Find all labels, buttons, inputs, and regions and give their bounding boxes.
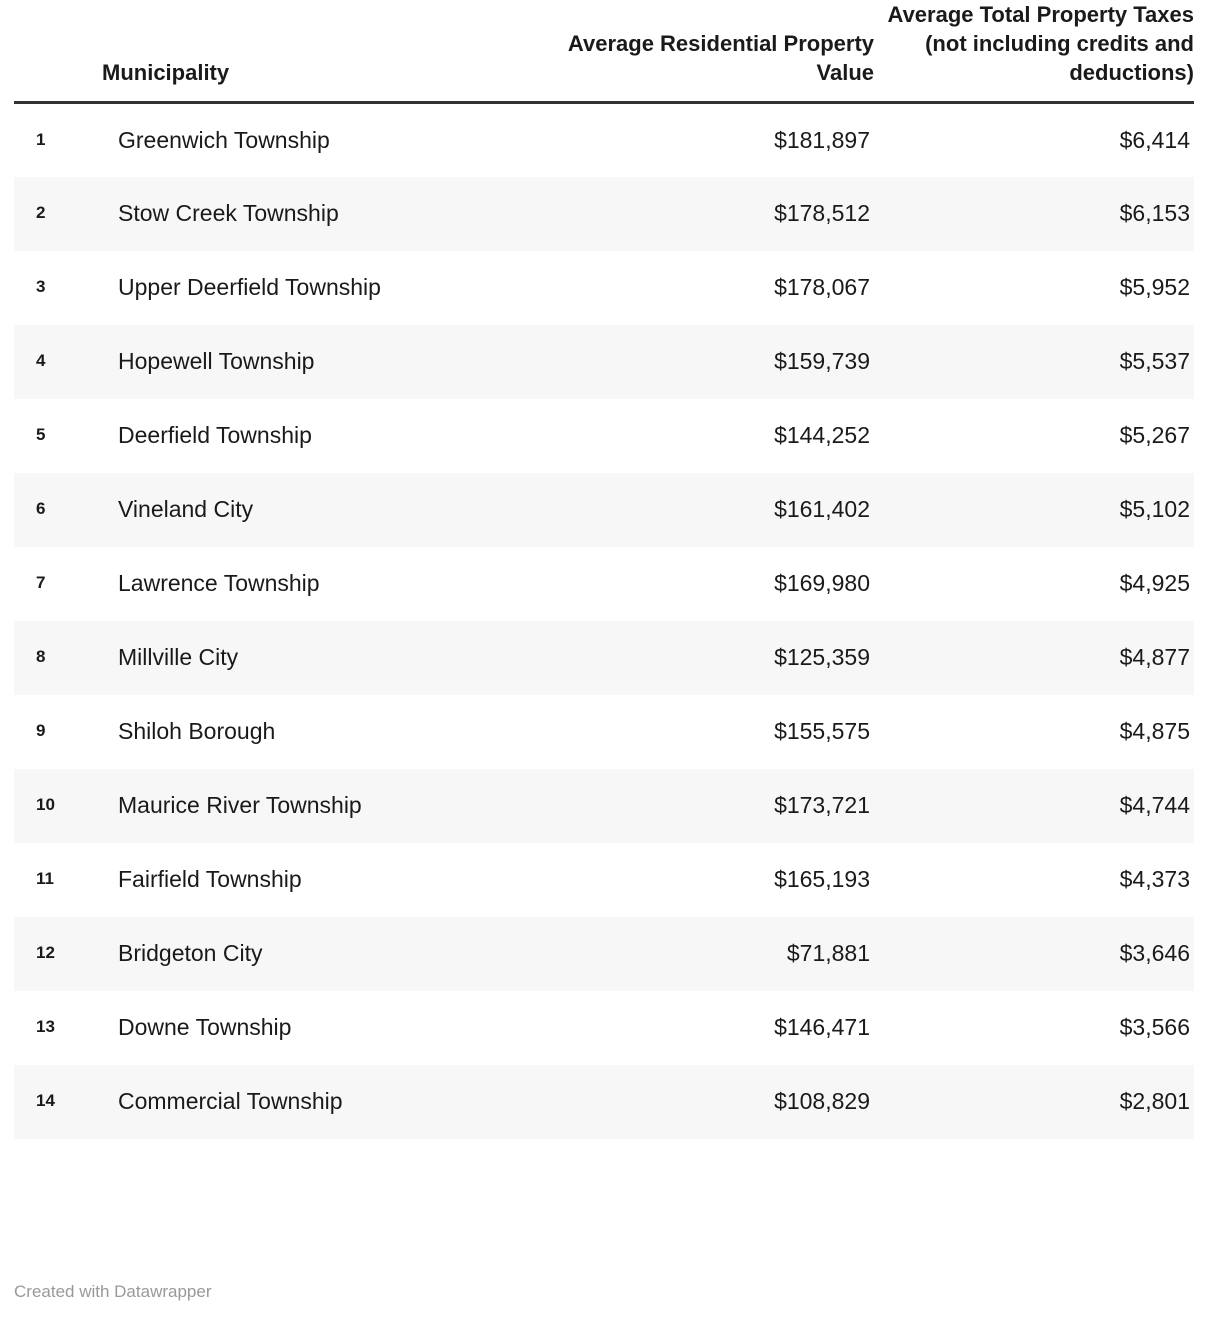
cell-average-residential-property-value: $71,881 — [786, 939, 870, 966]
cell-rank: 9 — [36, 721, 46, 741]
cell-average-residential-property-value: $144,252 — [774, 421, 870, 448]
table-row — [14, 621, 1194, 695]
cell-municipality: Hopewell Township — [118, 347, 315, 374]
table-header — [14, 0, 1194, 103]
cell-rank: 3 — [36, 277, 46, 297]
table-body — [14, 103, 1194, 1139]
cell-average-residential-property-value: $159,739 — [774, 347, 870, 374]
cell-rank: 7 — [36, 573, 46, 593]
table-row — [14, 399, 1194, 473]
column-header-average-total-property-taxes: Average Total Property Taxes (not including credits and deductions) — [874, 0, 1194, 103]
cell-average-residential-property-value: $181,897 — [774, 126, 870, 153]
table-row — [14, 325, 1194, 399]
cell-average-total-property-taxes: $2,801 — [1119, 1087, 1190, 1114]
table-row — [14, 547, 1194, 621]
cell-average-residential-property-value: $146,471 — [774, 1013, 870, 1040]
cell-rank: 11 — [36, 869, 54, 889]
cell-average-residential-property-value: $169,980 — [774, 569, 870, 596]
datawrapper-credit: Created with Datawrapper — [14, 1282, 212, 1301]
cell-average-total-property-taxes: $5,952 — [1119, 273, 1190, 300]
cell-rank: 5 — [36, 425, 46, 445]
cell-municipality: Millville City — [118, 643, 239, 670]
cell-municipality: Bridgeton City — [118, 939, 263, 966]
cell-average-total-property-taxes: $4,744 — [1119, 791, 1190, 818]
cell-average-total-property-taxes: $6,153 — [1119, 199, 1190, 226]
cell-average-total-property-taxes: $3,646 — [1119, 939, 1190, 966]
cell-average-total-property-taxes: $5,267 — [1119, 421, 1190, 448]
cell-average-residential-property-value: $155,575 — [774, 717, 870, 744]
cell-municipality: Greenwich Township — [118, 126, 330, 153]
table-row — [14, 251, 1194, 325]
cell-municipality: Shiloh Borough — [118, 717, 276, 744]
cell-average-total-property-taxes: $4,925 — [1119, 569, 1190, 596]
cell-rank: 4 — [36, 351, 46, 371]
cell-municipality: Fairfield Township — [118, 865, 302, 892]
cell-average-total-property-taxes: $4,373 — [1119, 865, 1190, 892]
cell-average-total-property-taxes: $5,102 — [1119, 495, 1190, 522]
cell-average-total-property-taxes: $5,537 — [1119, 347, 1190, 374]
table-row — [14, 695, 1194, 769]
cell-municipality: Downe Township — [118, 1013, 292, 1040]
cell-average-total-property-taxes: $4,875 — [1119, 717, 1190, 744]
cell-rank: 1 — [36, 130, 46, 150]
cell-average-residential-property-value: $178,512 — [774, 199, 870, 226]
cell-rank: 8 — [36, 647, 46, 667]
cell-municipality: Lawrence Township — [118, 569, 320, 596]
cell-rank: 12 — [36, 943, 55, 963]
column-header-average-residential-property-value: Average Residential Property Value — [522, 0, 874, 103]
cell-average-residential-property-value: $173,721 — [774, 791, 870, 818]
cell-rank: 2 — [36, 203, 46, 223]
cell-municipality: Deerfield Township — [118, 421, 312, 448]
table-row — [14, 991, 1194, 1065]
cell-average-residential-property-value: $125,359 — [774, 643, 870, 670]
cell-municipality: Upper Deerfield Township — [118, 273, 381, 300]
column-header-municipality: Municipality — [102, 0, 522, 103]
cell-average-residential-property-value: $165,193 — [774, 865, 870, 892]
cell-average-total-property-taxes: $6,414 — [1119, 126, 1190, 153]
table-row — [14, 1065, 1194, 1139]
table-row — [14, 103, 1194, 177]
property-tax-table — [14, 0, 1194, 1139]
table-row — [14, 917, 1194, 991]
cell-average-residential-property-value: $161,402 — [774, 495, 870, 522]
table-row — [14, 843, 1194, 917]
cell-average-residential-property-value: $178,067 — [774, 273, 870, 300]
cell-rank: 14 — [36, 1091, 55, 1111]
cell-rank: 10 — [36, 795, 55, 815]
table-row — [14, 177, 1194, 251]
cell-rank: 13 — [36, 1017, 55, 1037]
table-row — [14, 473, 1194, 547]
cell-average-total-property-taxes: $4,877 — [1119, 643, 1190, 670]
cell-average-total-property-taxes: $3,566 — [1119, 1013, 1190, 1040]
cell-municipality: Commercial Township — [118, 1087, 343, 1114]
column-header-rank — [14, 0, 102, 103]
cell-municipality: Vineland City — [118, 495, 254, 522]
cell-municipality: Stow Creek Township — [118, 199, 339, 226]
cell-municipality: Maurice River Township — [118, 791, 362, 818]
table-header-row — [14, 0, 1194, 103]
table-row — [14, 769, 1194, 843]
cell-rank: 6 — [36, 499, 46, 519]
cell-average-residential-property-value: $108,829 — [774, 1087, 870, 1114]
